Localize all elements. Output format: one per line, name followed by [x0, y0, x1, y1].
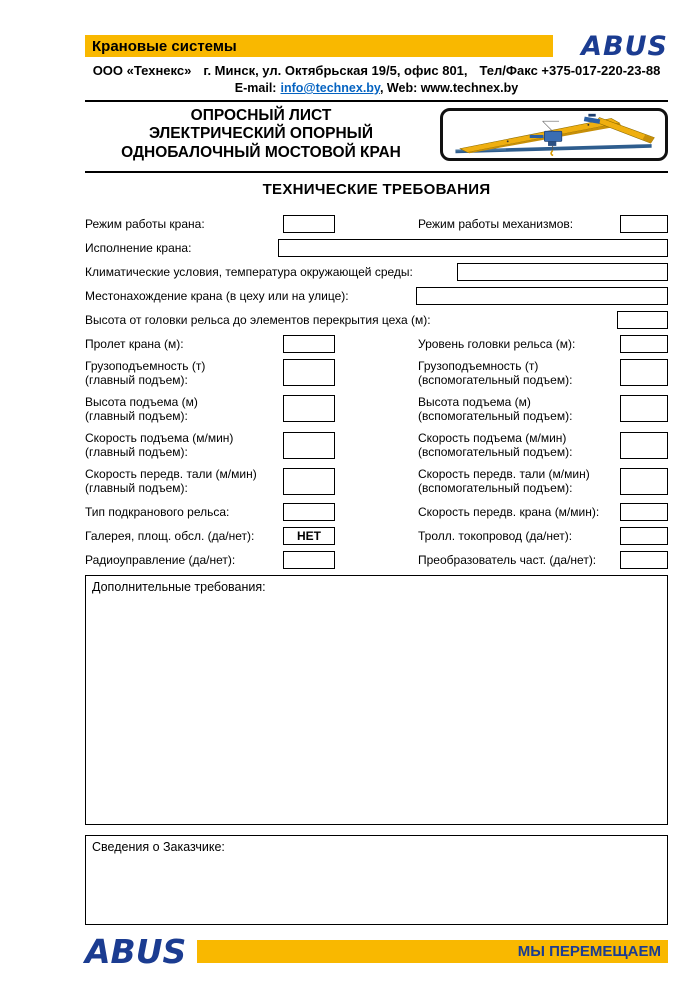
crane-illustration	[440, 108, 668, 161]
lift-height-aux-label: Высота подъема (м) (вспомогательный подъем):	[418, 394, 573, 423]
mech-duty-label: Режим работы механизмов:	[418, 216, 574, 231]
capacity-main-label: Грузоподъемность (т) (главный подъем):	[85, 358, 206, 387]
lift-speed-main-input[interactable]	[283, 432, 335, 459]
form-row	[85, 395, 668, 423]
abus-logo-top	[553, 30, 668, 62]
climate-input[interactable]	[457, 263, 668, 281]
document-title	[85, 107, 437, 162]
trolley-speed-aux-label: Скорость передв. тали (м/мин) (вспомогательный подъем):	[418, 467, 590, 496]
title-line-2: ЭЛЕКТРИЧЕСКИЙ ОПОРНЫЙ	[148, 125, 374, 143]
span-input[interactable]	[283, 335, 335, 353]
gallery-label: Галерея, площ. обсл. (да/нет):	[85, 529, 255, 544]
gallery-input[interactable]: НЕТ	[283, 527, 335, 545]
crane-image-svg	[446, 112, 662, 156]
capacity-main-input[interactable]	[283, 359, 335, 386]
abus-logo-text: ABUS	[581, 30, 668, 62]
crane-duty-input[interactable]	[283, 215, 335, 233]
crane-design-input[interactable]	[278, 239, 668, 257]
banner-title: Крановые системы	[92, 37, 237, 55]
lift-speed-aux-label: Скорость подъема (м/мин) (вспомогательный подъем):	[418, 430, 573, 459]
title-line-3: ОДНОБАЛОЧНЫЙ МОСТОВОЙ КРАН	[121, 143, 401, 161]
trolley-power-input[interactable]	[620, 527, 668, 545]
lift-speed-main-label: Скорость подъема (м/мин) (главный подъем):	[85, 430, 234, 459]
trolley-speed-aux-input[interactable]	[620, 468, 668, 495]
form-row	[85, 335, 668, 353]
lift-height-main-label: Высота подъема (м) (главный подъем):	[85, 394, 198, 423]
header	[85, 30, 668, 62]
trolley-speed-main-label: Скорость передв. тали (м/мин) (главный подъем):	[85, 467, 257, 496]
capacity-aux-input[interactable]	[620, 359, 668, 386]
form-row	[85, 527, 668, 545]
form-row	[85, 239, 668, 257]
rail-type-input[interactable]	[283, 503, 335, 521]
crane-design-label: Исполнение крана:	[85, 240, 192, 255]
radio-control-input[interactable]	[283, 551, 335, 569]
email-label: E-mail:	[234, 81, 277, 95]
email-link[interactable]: info@technex.by	[280, 81, 380, 95]
section-title: ТЕХНИЧЕСКИЕ ТРЕБОВАНИЯ	[262, 180, 491, 198]
company-phone: Тел/Факс +375-017-220-23-88	[479, 63, 661, 78]
mech-duty-input[interactable]	[620, 215, 668, 233]
divider-top	[85, 100, 668, 102]
form-row	[85, 431, 668, 459]
footer	[85, 931, 668, 971]
customer-info-label: Сведения о Заказчике:	[92, 840, 225, 855]
trolley-power-label: Тролл. токопровод (да/нет):	[418, 529, 573, 544]
trolley-speed-main-input[interactable]	[283, 468, 335, 495]
climate-label: Климатические условия, температура окружающей среды:	[85, 264, 413, 279]
title-line-1: ОПРОСНЫЙ ЛИСТ	[190, 107, 332, 124]
web-label: , Web: www.technex.by	[379, 81, 519, 95]
additional-requirements-box[interactable]	[85, 575, 668, 825]
footer-slogan-bar	[197, 940, 668, 963]
customer-info-box[interactable]	[85, 835, 668, 925]
company-address-line	[85, 63, 668, 78]
radio-control-label: Радиоуправление (да/нет):	[85, 553, 236, 568]
form-row	[85, 359, 668, 387]
technical-requirements-form	[85, 215, 668, 569]
freq-converter-input[interactable]	[620, 551, 668, 569]
rail-head-level-label: Уровень головки рельса (м):	[418, 336, 576, 351]
lift-height-aux-input[interactable]	[620, 395, 668, 422]
title-row	[85, 107, 668, 162]
crane-speed-label: Скорость передв. крана (м/мин):	[418, 505, 600, 520]
company-street: г. Минск, ул. Октябрьская 19/5, офис 801,	[203, 63, 468, 78]
form-row	[85, 311, 668, 329]
form-row	[85, 503, 668, 521]
additional-requirements-label: Дополнительные требования:	[92, 580, 266, 595]
crane-speed-input[interactable]	[620, 503, 668, 521]
abus-logo-text-bottom: ABUS	[85, 931, 187, 971]
company-name: ООО «Технекс»	[92, 63, 192, 78]
form-row	[85, 287, 668, 305]
footer-slogan: МЫ ПЕРЕМЕЩАЕМ	[517, 942, 661, 960]
form-row	[85, 263, 668, 281]
rail-head-level-input[interactable]	[620, 335, 668, 353]
form-row	[85, 551, 668, 569]
freq-converter-label: Преобразователь част. (да/нет):	[418, 553, 597, 568]
form-row	[85, 215, 668, 233]
lift-height-main-input[interactable]	[283, 395, 335, 422]
capacity-aux-label: Грузоподъемность (т) (вспомогательный подъем):	[418, 358, 573, 387]
form-row	[85, 467, 668, 495]
crane-duty-label: Режим работы крана:	[85, 216, 205, 231]
page-content	[85, 0, 668, 971]
height-to-ceiling-label: Высота от головки рельса до элементов перекрытия цеха (м):	[85, 312, 431, 327]
contact-line	[85, 81, 668, 95]
banner	[85, 35, 553, 57]
height-to-ceiling-input[interactable]	[617, 311, 668, 329]
rail-type-label: Тип подкранового рельса:	[85, 505, 230, 520]
span-label: Пролет крана (м):	[85, 336, 184, 351]
abus-logo-bottom	[85, 931, 197, 971]
location-input[interactable]	[416, 287, 668, 305]
divider-title	[85, 171, 668, 173]
lift-speed-aux-input[interactable]	[620, 432, 668, 459]
location-label: Местонахождение крана (в цеху или на улице):	[85, 288, 349, 303]
